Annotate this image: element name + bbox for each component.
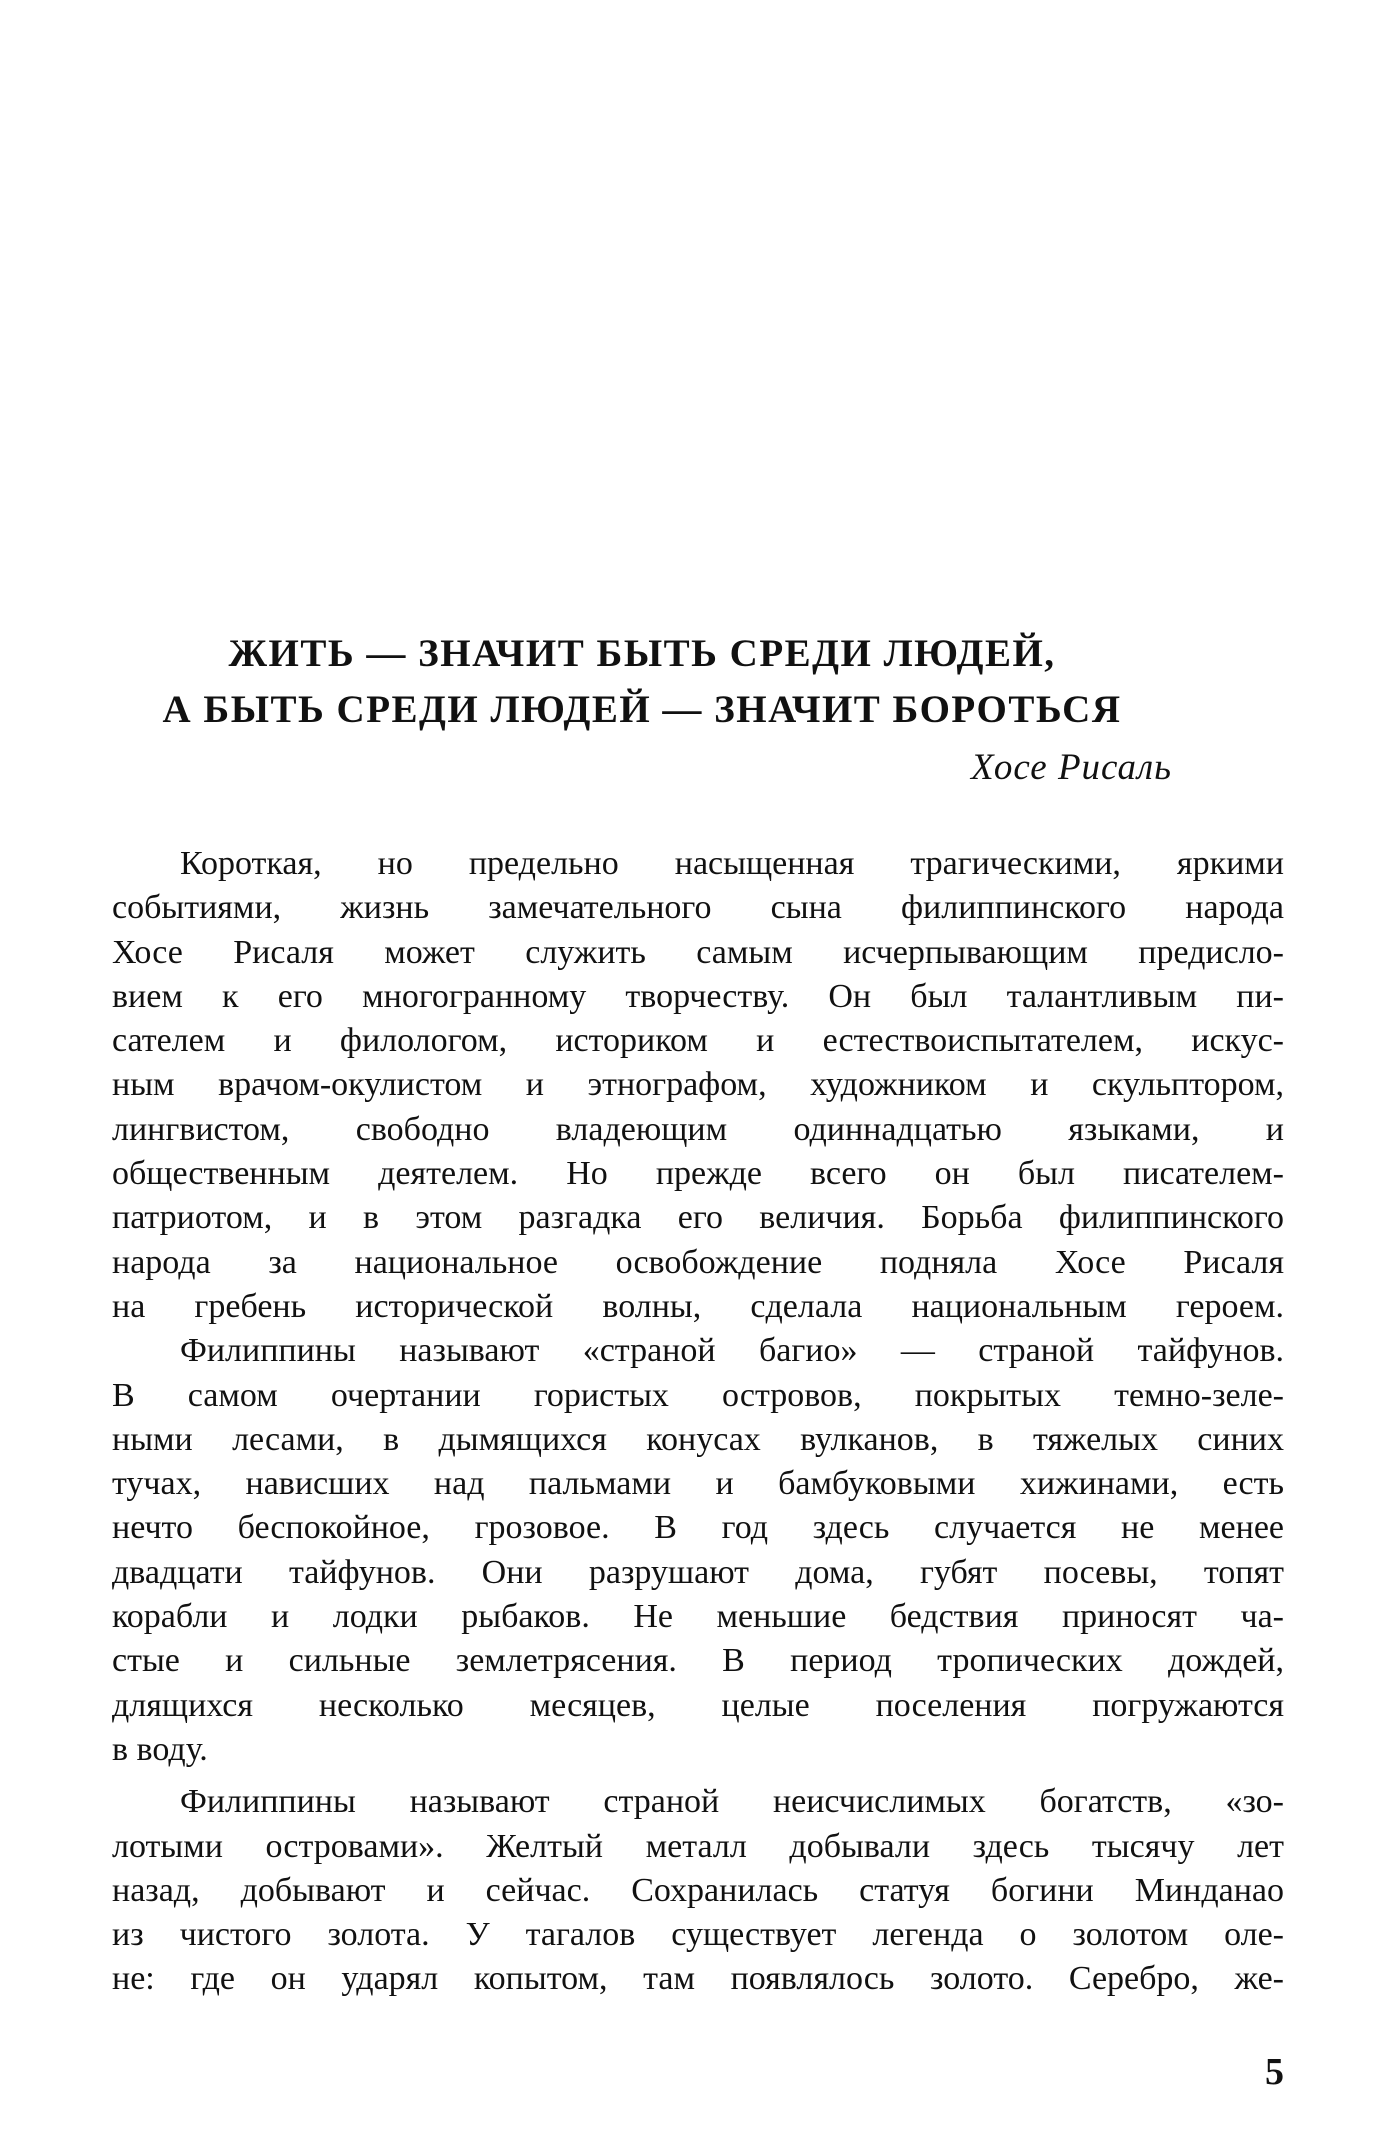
text-line: тучах, нависших над пальмами и бамбуковыми хижинами, есть	[112, 1465, 1284, 1503]
text-line: сателем и филологом, историком и естествоиспытателем, искус-	[112, 1022, 1284, 1060]
page-number: 5	[1265, 2051, 1284, 2093]
paragraph	[112, 842, 1284, 1329]
text-line: общественным деятелем. Но прежде всего он был писателем-	[112, 1155, 1284, 1193]
text-line: в воду.	[112, 1730, 208, 1768]
text-line: ным врачом-окулистом и этнографом, художником и скульптором,	[112, 1066, 1284, 1104]
text-line: из чистого золота. У тагалов существует легенда о золотом оле-	[112, 1916, 1284, 1954]
text-line: народа за национальное освобождение подняла Хосе Рисаля	[112, 1243, 1284, 1281]
text-line: лингвистом, свободно владеющим одиннадцатью языками, и	[112, 1110, 1284, 1148]
text-line: Филиппины называют «страной багио» — страной тайфунов.	[180, 1332, 1284, 1370]
text-line: лотыми островами». Желтый металл добывали здесь тысячу лет	[112, 1827, 1284, 1865]
text-line: Хосе Рисаля может служить самым исчерпывающим предисло-	[112, 933, 1284, 971]
text-line: вием к его многогранному творчеству. Он был талантливым пи-	[112, 977, 1284, 1015]
epigraph	[112, 626, 1172, 796]
text-line: событиями, жизнь замечательного сына филиппинского народа	[112, 889, 1284, 927]
text-line: не: где он ударял копытом, там появлялось золото. Серебро, же-	[112, 1960, 1284, 1998]
text-line: В самом очертании гористых островов, покрытых темно-зеле-	[112, 1376, 1284, 1414]
text-line: ными лесами, в дымящихся конусах вулканов, в тяжелых синих	[112, 1420, 1284, 1458]
paragraph	[112, 1329, 1284, 1772]
epigraph-line: ЖИТЬ — ЗНАЧИТ БЫТЬ СРЕДИ ЛЮДЕЙ,	[228, 632, 1056, 675]
paragraph-gap	[112, 1772, 1284, 1780]
text-line: назад, добывают и сейчас. Сохранилась статуя богини Минданао	[112, 1871, 1284, 1909]
text-line: корабли и лодки рыбаков. Не меньшие бедствия приносят ча-	[112, 1598, 1284, 1636]
text-line: Короткая, но предельно насыщенная трагическими, яркими	[180, 845, 1284, 882]
paragraph	[112, 1780, 1284, 2001]
text-line: двадцати тайфунов. Они разрушают дома, губят посевы, топят	[112, 1553, 1284, 1591]
body-text	[112, 842, 1284, 2002]
epigraph-line: А БЫТЬ СРЕДИ ЛЮДЕЙ — ЗНАЧИТ БОРОТЬСЯ	[162, 688, 1122, 731]
text-line: нечто беспокойное, грозовое. В год здесь случается не менее	[112, 1509, 1284, 1547]
text-line: патриотом, и в этом разгадка его величия. Борьба филиппинского	[112, 1199, 1284, 1237]
text-line: длящихся несколько месяцев, целые поселения погружаются	[112, 1686, 1284, 1724]
text-line: стые и сильные землетрясения. В период тропических дождей,	[112, 1642, 1284, 1680]
text-line: Филиппины называют страной неисчислимых богатств, «зо-	[180, 1783, 1284, 1821]
text-line: на гребень исторической волны, сделала национальным героем.	[112, 1287, 1284, 1325]
epigraph-author: Хосе Рисаль	[970, 747, 1172, 788]
